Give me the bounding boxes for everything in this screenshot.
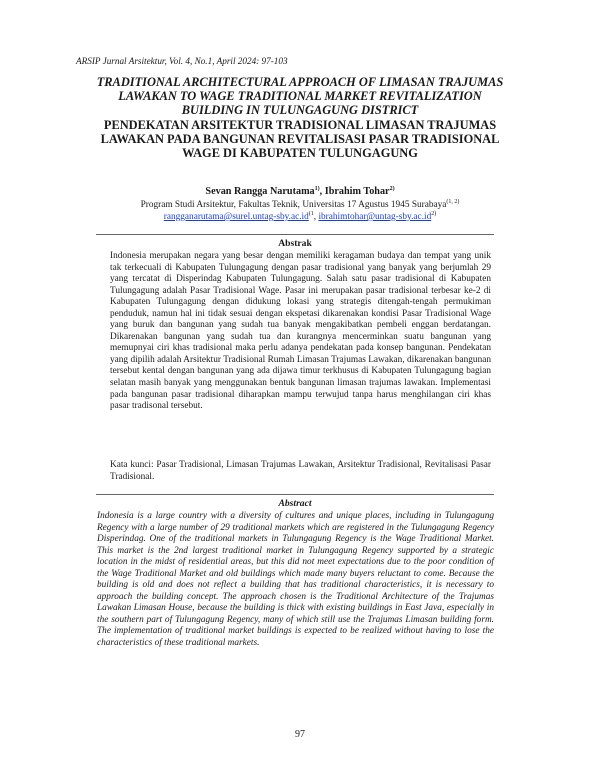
- title-block: [60, 75, 540, 160]
- divider-line: [96, 494, 494, 495]
- journal-header: ARSIP Jurnal Arsitektur, Vol. 4, No.1, April 2024: 97-103: [76, 56, 288, 66]
- email-mark: 2): [431, 211, 437, 217]
- author-name: Sevan Rangga Narutama: [205, 186, 315, 197]
- author-list: [60, 186, 540, 197]
- affiliation-text: Program Studi Arsitektur, Fakultas Teknik, Universitas 17 Agustus 1945 Surabaya: [140, 200, 447, 210]
- affiliation: [60, 200, 540, 210]
- abstract-heading: Abstrak: [278, 238, 312, 249]
- author-emails: $rangganarutama@surel.untag-sby.ac.id^{(1}$, $ibrahimtohar@untag-sby.ac.id^{2)}$: [163, 211, 437, 222]
- author-affiliation-mark: 2): [389, 186, 395, 192]
- email-mark: (1: [308, 211, 314, 217]
- abstract-body-english: Indonesia is a large country with a diversity of cultures and unique places, including in Tulungagung Regency with a large number of 29 traditional markets which are registered in the Tulungagung Regency Disperindag. One of the traditional markets in Tulungagung Regency is the Wage Traditional Market. This market is the 2nd largest traditional market in Tulungagung Regency supported by a strategic location in the midst of residential areas, but this did not meet expectations due to the poor condition of the Wage Traditional Market and old buildings which made many buyers reluctant to come. Because the building is old and does not reflect a building that has traditional characteristics, it is necessary to approach the building concept. The approach chosen is the Traditional Architecture of the Trajumas Lawakan Limasan House, because the building is thick with existing buildings in East Java, especially in the southern part of Tulungagung Regency, many of which still use the Trajumas Limasan building form. The implementation of traditional market buildings is expected to be realized without having to lose the characteristics of these traditional markets.: [97, 511, 494, 649]
- author-name: Ibrahim Tohar: [324, 186, 390, 197]
- email-link[interactable]: ibrahimtohar@untag-sby.ac.id: [318, 212, 432, 222]
- keywords-text: Pasar Tradisional, Limasan Trajumas Lawakan, Arsitektur Tradisional, Revitalisasi Pasar Tradisional.: [110, 460, 491, 482]
- author-affiliation-mark: 1): [314, 186, 320, 192]
- author-separator: ,: [319, 186, 325, 197]
- affiliation-mark: (1, 2): [446, 199, 460, 205]
- page-number: 97: [295, 729, 305, 740]
- abstract-heading-english: Abstract: [278, 498, 312, 509]
- title-english: TRADITIONAL ARCHITECTURAL APPROACH OF LIMASAN TRAJUMAS LAWAKAN TO WAGE TRADITIONAL MARKET REVITALIZATION BUILDING IN TULUNGAGUNG DISTRICT: [96, 75, 504, 118]
- abstract-body: Indonesia merupakan negara yang besar dengan memiliki keragaman budaya dan tempat yang unik tak terkecuali di Kabupaten Tulungagung dengan pasar tradisional yang banyak yang berjumlah 29 yang tercatat di Disperindag Kabupaten Tulungagung. Salah satu pasar tradisional di Kabupaten Tulungagung adalah Pasar Tradisional Wage. Pasar ini merupakan pasar tradisional terbesar ke-2 di Kabupaten Tulungagung dengan didukung lokasi yang strategis ditengah-tengah permukiman penduduk, namun hal ini tidak sesuai dengan ekspetasi dikarenakan kondisi Pasar Tradisional Wage yang buruk dan bangunan yang sudah tua banyak mengakibatkan pembeli enggan berdatangan. Dikarenakan bangunan yang sudah tua dan kurangnya mencerminkan suatu bangunan yang memupnyai ciri khas tradisional maka perlu adanya pendekatan pada konsep bangunan. Pendekatan yang dipilih adalah Arsitektur Tradisional Rumah Limasan Trajumas Lawakan, dikarenakan bangunan tersebut kental dengan bangunan yang ada dijawa timur terkhusus di Kabupaten Tulungagung bagian selatan masih banyak yang menggunakan bentuk bangunan limasan trajumas lawakan. Implementasi pada bangunan pasar tradisional diharapkan mampu terwujud tanpa harus menghilangan ciri khas pasar tradisonal tersebut.: [110, 251, 491, 412]
- divider-line: [96, 234, 494, 235]
- keywords: [110, 460, 491, 483]
- email-link[interactable]: rangganarutama@surel.untag-sby.ac.id: [163, 212, 309, 222]
- keywords-label: Kata kunci:: [110, 460, 154, 470]
- title-indonesian: PENDEKATAN ARSITEKTUR TRADISIONAL LIMASAN TRAJUMAS LAWAKAN PADA BANGUNAN REVITALISASI PASAR TRADISIONAL WAGE DI KABUPATEN TULUNGAGUNG: [100, 117, 500, 161]
